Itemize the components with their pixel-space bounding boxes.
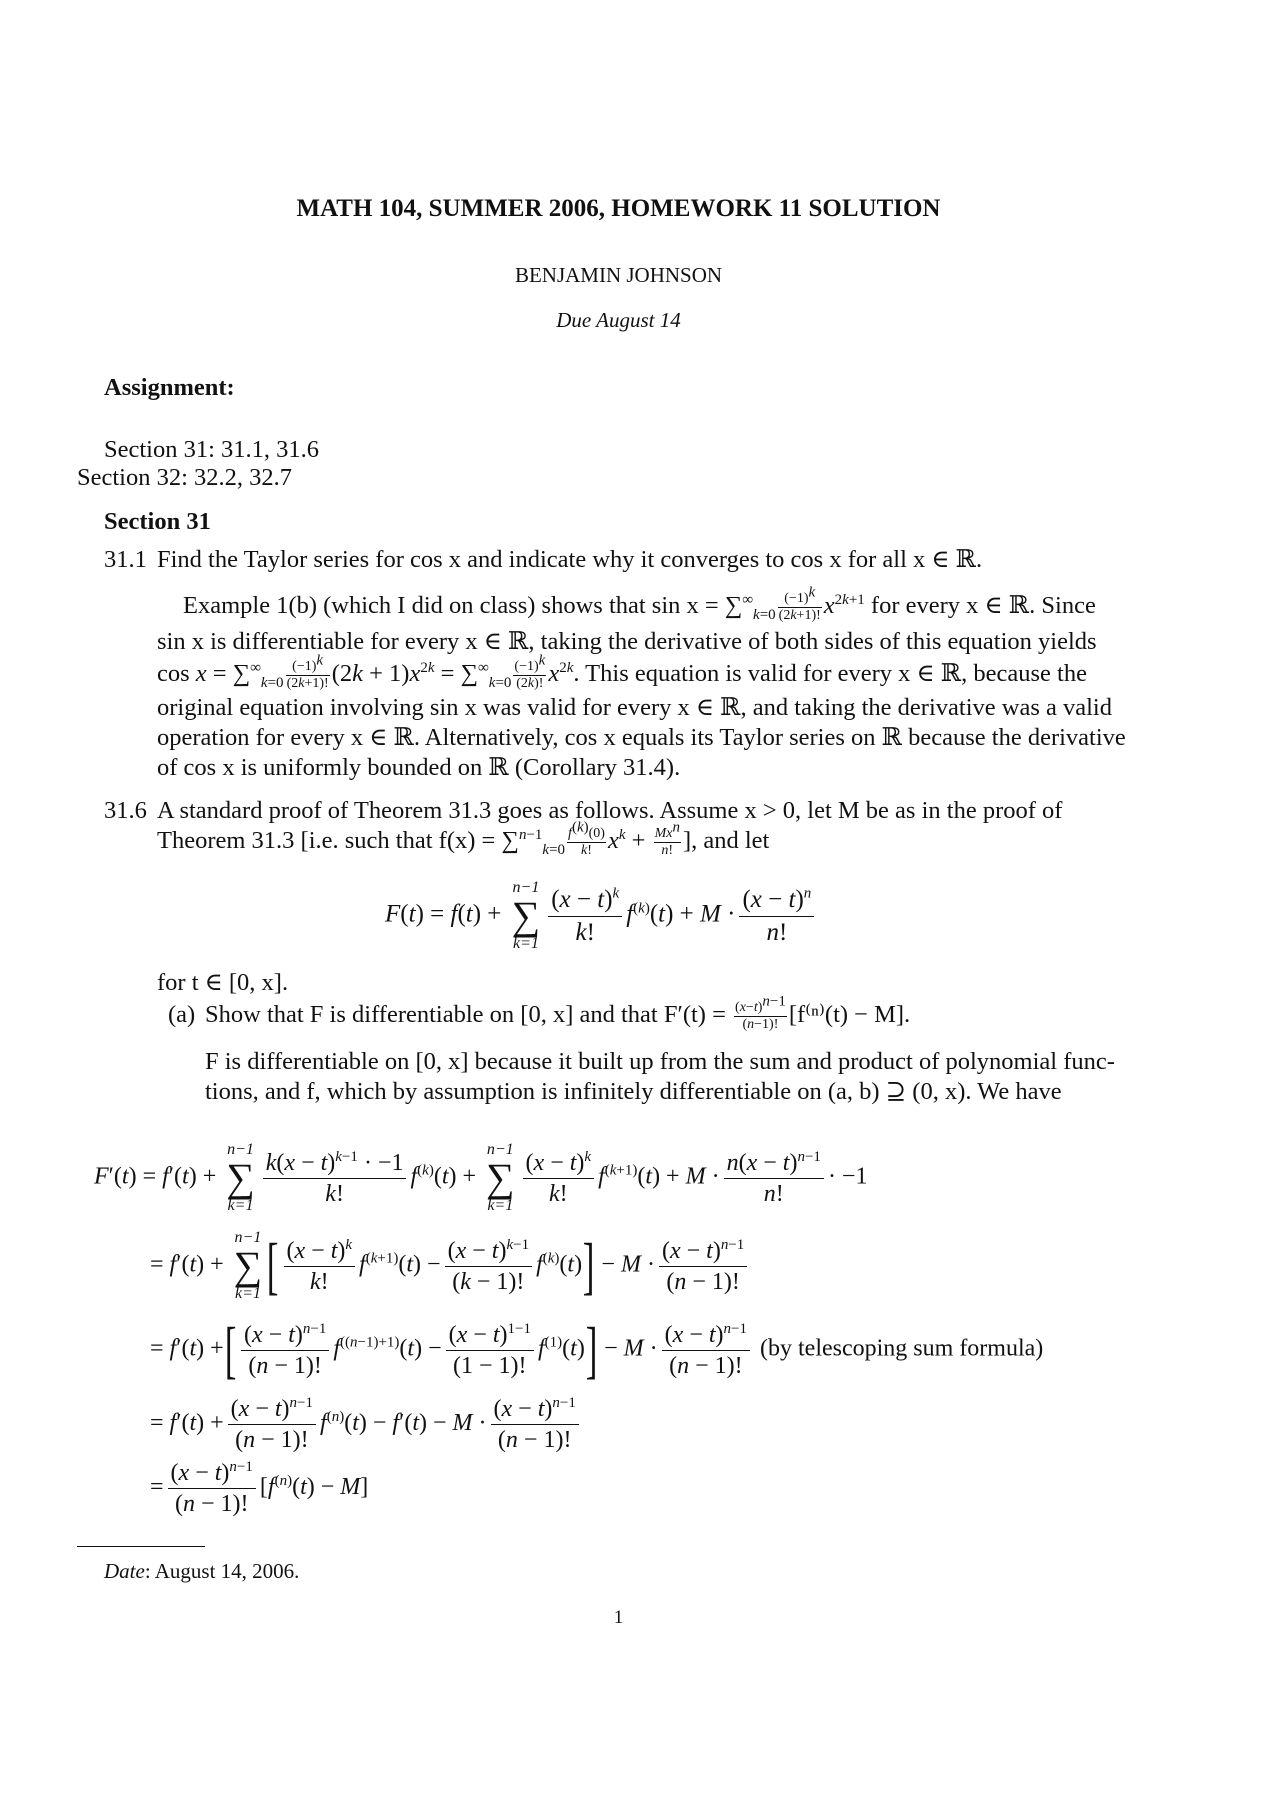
answer-31-1-line-4: original equation involving sin x was valid for every x ∈ ℝ, and taking the derivative was a valid [157,694,1112,721]
intro-line-2-tail: ], and let [682,827,770,854]
derivation-line-3: = f′(t) +[ $\frac{(x - t)^{n-1}}{(n - 1)!}$ $f^{((n-1)+1)}(t)$ − $\frac{(x - t)^{1-1}}{(1 - 1)!}$ $f^{(1)}(t)] - M$ · $\frac{(x - t)^{n-1}}{(n - 1)!}$ (by telescoping sum formula) [150,1314,1044,1385]
derivation-line-1: F′(t) = f′(t) + n−1 ∑ k=1 $\frac{k(x - t)^{k-1} \cdot -1}{k!}$ $f^{(k)}(t)$ + n−1 ∑ k=1 $\frac{(x - t)^k}{k!}$ $f^{(k+1)}(t) + M$ · $\frac{n(x - t)^{n-1}}{n!}$ · −1 [94,1141,868,1214]
answer-31-1-line-2: sin x is differentiable for every x ∈ ℝ, taking the derivative of both sides of this equation yields [157,628,1097,655]
answer-31-1-line-1-lead: Example 1(b) (which I did on class) shows that sin x = [183,592,719,619]
assignment-line-1: Section 31: 31.1, 31.6 [104,436,320,463]
page-number: 1 [613,1607,624,1628]
footnote-rule [77,1546,205,1547]
derivation-line-4: = f′(t) + $\frac{(x - t)^{n-1}}{(n - 1)!}$ $f^{(n)}(t) - f'(t) - M$ · $\frac{(x - t)^{n-1}}{(n - 1)!}$ [150,1394,583,1455]
problem-31-1-number: 31.1 [104,546,147,573]
part-a-question: Show that F is differentiable on [0, x] and that F′(t) = $\frac{(x-t)^{n-1}}{(n-1)!}$ [f⁽ⁿ⁾(t) − M]. [205,993,911,1032]
intro-line-2-lead: Theorem 31.3 [i.e. such that f(x) = [157,827,496,854]
part-a-answer-line-1: F is differentiable on [0, x] because it built up from the sum and product of polynomial func- [205,1048,1115,1075]
telescoping-note: (by telescoping sum formula) [760,1335,1044,1362]
date-value: : August 14, 2006. [144,1559,300,1583]
sin-series-formula: $\sum^\infty_{k=0}$ $\frac{(-1)^k}{(2k+1)!}$ $x^{2k+1}$ [724,584,865,623]
answer-31-1-line-5: operation for every x ∈ ℝ. Alternatively, cos x equals its Taylor series on ℝ because the derivative [157,724,1126,751]
document-title: MATH 104, SUMMER 2006, HOMEWORK 11 SOLUTION [296,195,941,222]
assignment-heading: Assignment: [104,374,235,401]
part-a-text: Show that F is differentiable on [0, x] and that F′(t) = [205,1001,726,1028]
part-a-tail: [f⁽ⁿ⁾(t) − M]. [788,1001,911,1028]
problem-31-6-intro-line-2 [157,819,770,858]
summation-sign: n−1 ∑ k=1 [511,879,541,952]
derivation-line-5: = $\frac{(x - t)^{n-1}}{(n - 1)!}$ $[f^{(n)}(t) - M]$ [150,1459,369,1517]
problem-31-6-number: 31.6 [104,797,147,824]
author-name: BENJAMIN JOHNSON [514,263,723,287]
part-a-label: (a) [168,1001,196,1028]
derivation-line-2: = f′(t) + n−1 ∑ k=1 [ $\frac{(x - t)^k}{k!}$ $f^{(k+1)}(t)$ − $\frac{(x - t)^{k-1}}{(k - 1)!}$ $f^{(k)}(t)] - M$ · $\frac{(x - t)^{n-1}}{(n - 1)!}$ [150,1230,751,1302]
answer-31-1-line-6: of cos x is uniformly bounded on ℝ (Corollary 31.4). [157,754,681,781]
problem-31-1-question: Find the Taylor series for cos x and indicate why it converges to cos x for all x ∈ ℝ. [157,546,983,573]
answer-31-1-line-1-tail: for every x ∈ ℝ. Since [870,592,1096,619]
date-label: Date [104,1559,145,1583]
F-definition-equation: F(t) = f(t) + n−1 ∑ k=1 $\frac{(x - t)^k}{k!}$ $f^{(k)}(t) + M$ · $\frac{(x - t)^n}{n!}$ [385,880,818,952]
part-a-answer-line-2: tions, and f, which by assumption is infinitely differentiable on (a, b) ⊇ (0, x). We have [205,1078,1062,1105]
section-31-heading: Section 31 [104,508,211,535]
taylor-remainder-formula: ∑$^{n-1}_{k=0}$ $\frac{f^{(k)}(0)}{k!}$ $x^k$ + $\frac{Mx^n}{n!}$ [501,819,680,858]
cos-series-formula: $\cos x = \sum^\infty_{k=0}$ $\frac{(-1)^k}{(2k+1)!}$ $(2k + 1)x^{2k} = \sum^\infty_{k=0}$ $\frac{(-1)^k}{(2k)!}$ $x^{2k}$ [157,652,574,691]
assignment-line-2: Section 32: 32.2, 32.7 [77,464,293,491]
answer-31-1-line-1 [183,584,1096,623]
due-date: Due August 14 [556,308,681,332]
for-t-in-interval: for t ∈ [0, x]. [157,969,289,996]
answer-31-1-line-3 [157,652,1087,691]
problem-31-6-intro-line-1: A standard proof of Theorem 31.3 goes as follows. Assume x > 0, let M be as in the proof of [157,797,1063,824]
footnote-date [104,1558,299,1584]
answer-31-1-line-3-tail: . This equation is valid for every x ∈ ℝ, because the [573,660,1087,687]
